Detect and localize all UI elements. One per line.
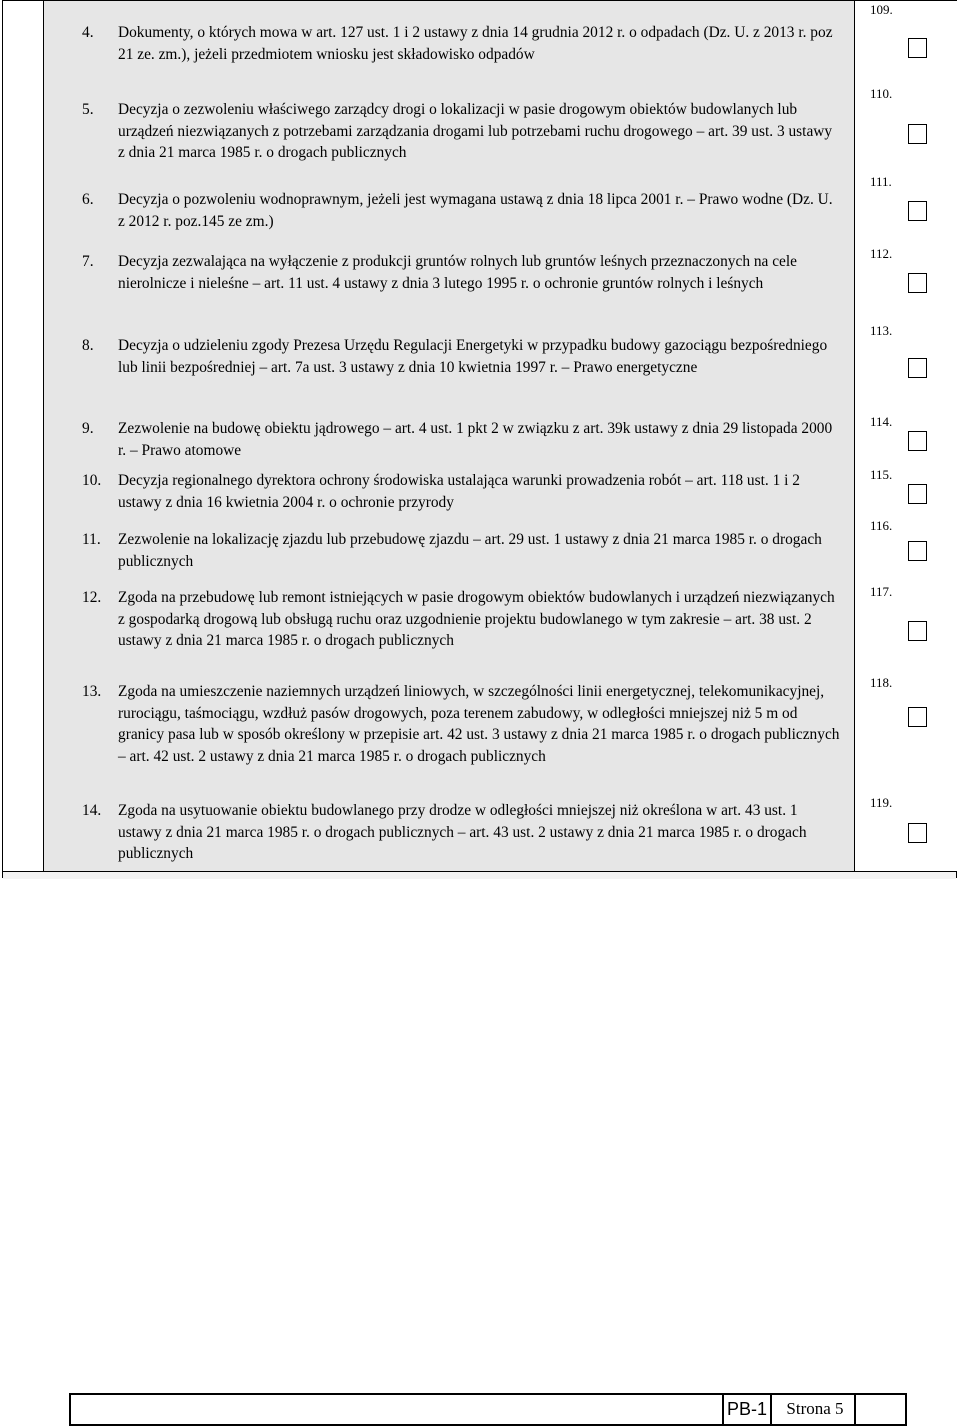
list-item [82,22,842,65]
item-checkbox[interactable] [908,38,927,58]
item-text: Decyzja o udzieleniu zgody Prezesa Urzędu Regulacji Energetyki w przypadku budowy gazociągu bezpośredniego lub linii bezpośredniej – art. 7a ust. 3 ustawy z dnia 10 kwietnia 1997 r. – Prawo energetyczne [118,337,828,376]
item-code: 116. [870,518,893,533]
item-checkbox[interactable] [908,273,927,293]
item-text: Decyzja regionalnego dyrektora ochrony środowiska ustalająca warunki prowadzenia robót – art. 118 ust. 1 i 2 ustawy z dnia 16 kwietnia 2004 r. o ochronie przyrody [118,472,800,511]
item-code: 114. [870,414,893,429]
item-checkbox[interactable] [908,707,927,727]
list-item [82,335,842,378]
item-checkbox[interactable] [908,484,927,504]
item-text: Zgoda na przebudowę lub remont istniejących w pasie drogowym obiektów budowlanych i urządzeń niezwiązanych z gospodarką drogową lub obsługą ruchu oraz uzgodnienie projektu budowlanego w tym zakresie – art. 38 ust. 2 ustawy z dnia 21 marca 1985 r. o drogach publicznych [118,589,835,649]
item-code: 111. [870,174,892,189]
item-checkbox[interactable] [908,621,927,641]
item-text: Zezwolenie na budowę obiektu jądrowego – art. 4 ust. 1 pkt 2 w związku z art. 39k ustawy z dnia 29 listopada 2000 r. – Prawo atomowe [118,420,833,459]
item-text: Zgoda na usytuowanie obiektu budowlanego przy drodze w odległości mniejszej niż określona w art. 43 ust. 1 ustawy z dnia 21 marca 1985 r. o drogach publicznych – art. 43 ust. 2 ustawy z dnia 21 marca 1985 r. o drogach publicznych [118,802,807,862]
item-checkbox[interactable] [908,541,927,561]
item-text: Zezwolenie na lokalizację zjazdu lub przebudowę zjazdu – art. 29 ust. 1 ustawy z dnia 21 marca 1985 r. o drogach publicznych [118,531,822,570]
page-number: Strona 5 [776,1395,856,1424]
table-bottom-border [3,871,956,879]
list-item [82,800,842,865]
item-text: Dokumenty, o których mowa w art. 127 ust. 1 i 2 ustawy z dnia 14 grudnia 2012 r. o odpadach (Dz. U. z 2013 r. poz 21 ze. zm.), jeżeli przedmiotem wniosku jest składowisko odpadów [118,24,833,63]
item-number: 10. [82,472,102,489]
item-checkbox[interactable] [908,823,927,843]
item-number: 9. [82,420,94,437]
item-number: 13. [82,683,102,700]
list-item [82,681,842,767]
item-number: 7. [82,253,94,270]
item-number: 6. [82,191,94,208]
item-code: 113. [870,323,893,338]
list-item [82,189,842,232]
item-code: 109. [870,2,893,17]
checkbox-column [855,1,958,871]
item-text: Decyzja o pozwoleniu wodnoprawnym, jeżeli jest wymagana ustawą z dnia 18 lipca 2001 r. – Prawo wodne (Dz. U. z 2012 r. poz.145 ze zm.) [118,191,833,230]
item-number: 12. [82,589,102,606]
item-code: 119. [870,795,893,810]
item-code: 115. [870,467,893,482]
form-code: PB-1 [722,1395,772,1424]
list-item [82,587,842,652]
list-item [82,529,842,572]
list-item [82,251,842,294]
list-item [82,470,842,513]
item-code: 112. [870,246,893,261]
list-item [82,418,842,461]
item-code: 110. [870,86,893,101]
item-number: 4. [82,24,94,41]
item-checkbox[interactable] [908,201,927,221]
item-checkbox[interactable] [908,431,927,451]
item-checkbox[interactable] [908,358,927,378]
item-number: 8. [82,337,94,354]
item-text: Zgoda na umieszczenie naziemnych urządzeń liniowych, w szczególności linii energetycznej, telekomunikacyjnej, rurociągu, taśmociągu, wzdłuż pasów drogowych, poza terenem zabudowy, w odległości mniejszej niż 5 m od granicy pasa lub w sposób określony w przepisie art. 42 ust. 3 ustawy z dnia 21 marca 1985 r. o drogach publicznych – art. 42 ust. 2 ustawy z dnia 21 marca 1985 r. o drogach publicznych [118,683,840,765]
item-number: 14. [82,802,102,819]
item-checkbox[interactable] [908,124,927,144]
item-number: 11. [82,531,101,548]
item-number: 5. [82,101,94,118]
item-text: Decyzja o zezwoleniu właściwego zarządcy drogi o lokalizacji w pasie drogowym obiektów budowlanych lub urządzeń niezwiązanych z potrzebami zarządzania drogami lub potrzebami ruchu drogowego – art. 39 ust. 3 ustawy z dnia 21 marca 1985 r. o drogach publicznych [118,101,833,161]
item-text: Decyzja zezwalająca na wyłączenie z produkcji gruntów rolnych lub gruntów leśnych przeznaczonych na cele nierolnicze i nieleśne – art. 11 ust. 4 ustawy z dnia 3 lutego 1995 r. o ochronie gruntów rolnych i leśnych [118,253,797,292]
item-code: 118. [870,675,893,690]
list-item [82,99,842,164]
item-code: 117. [870,584,893,599]
